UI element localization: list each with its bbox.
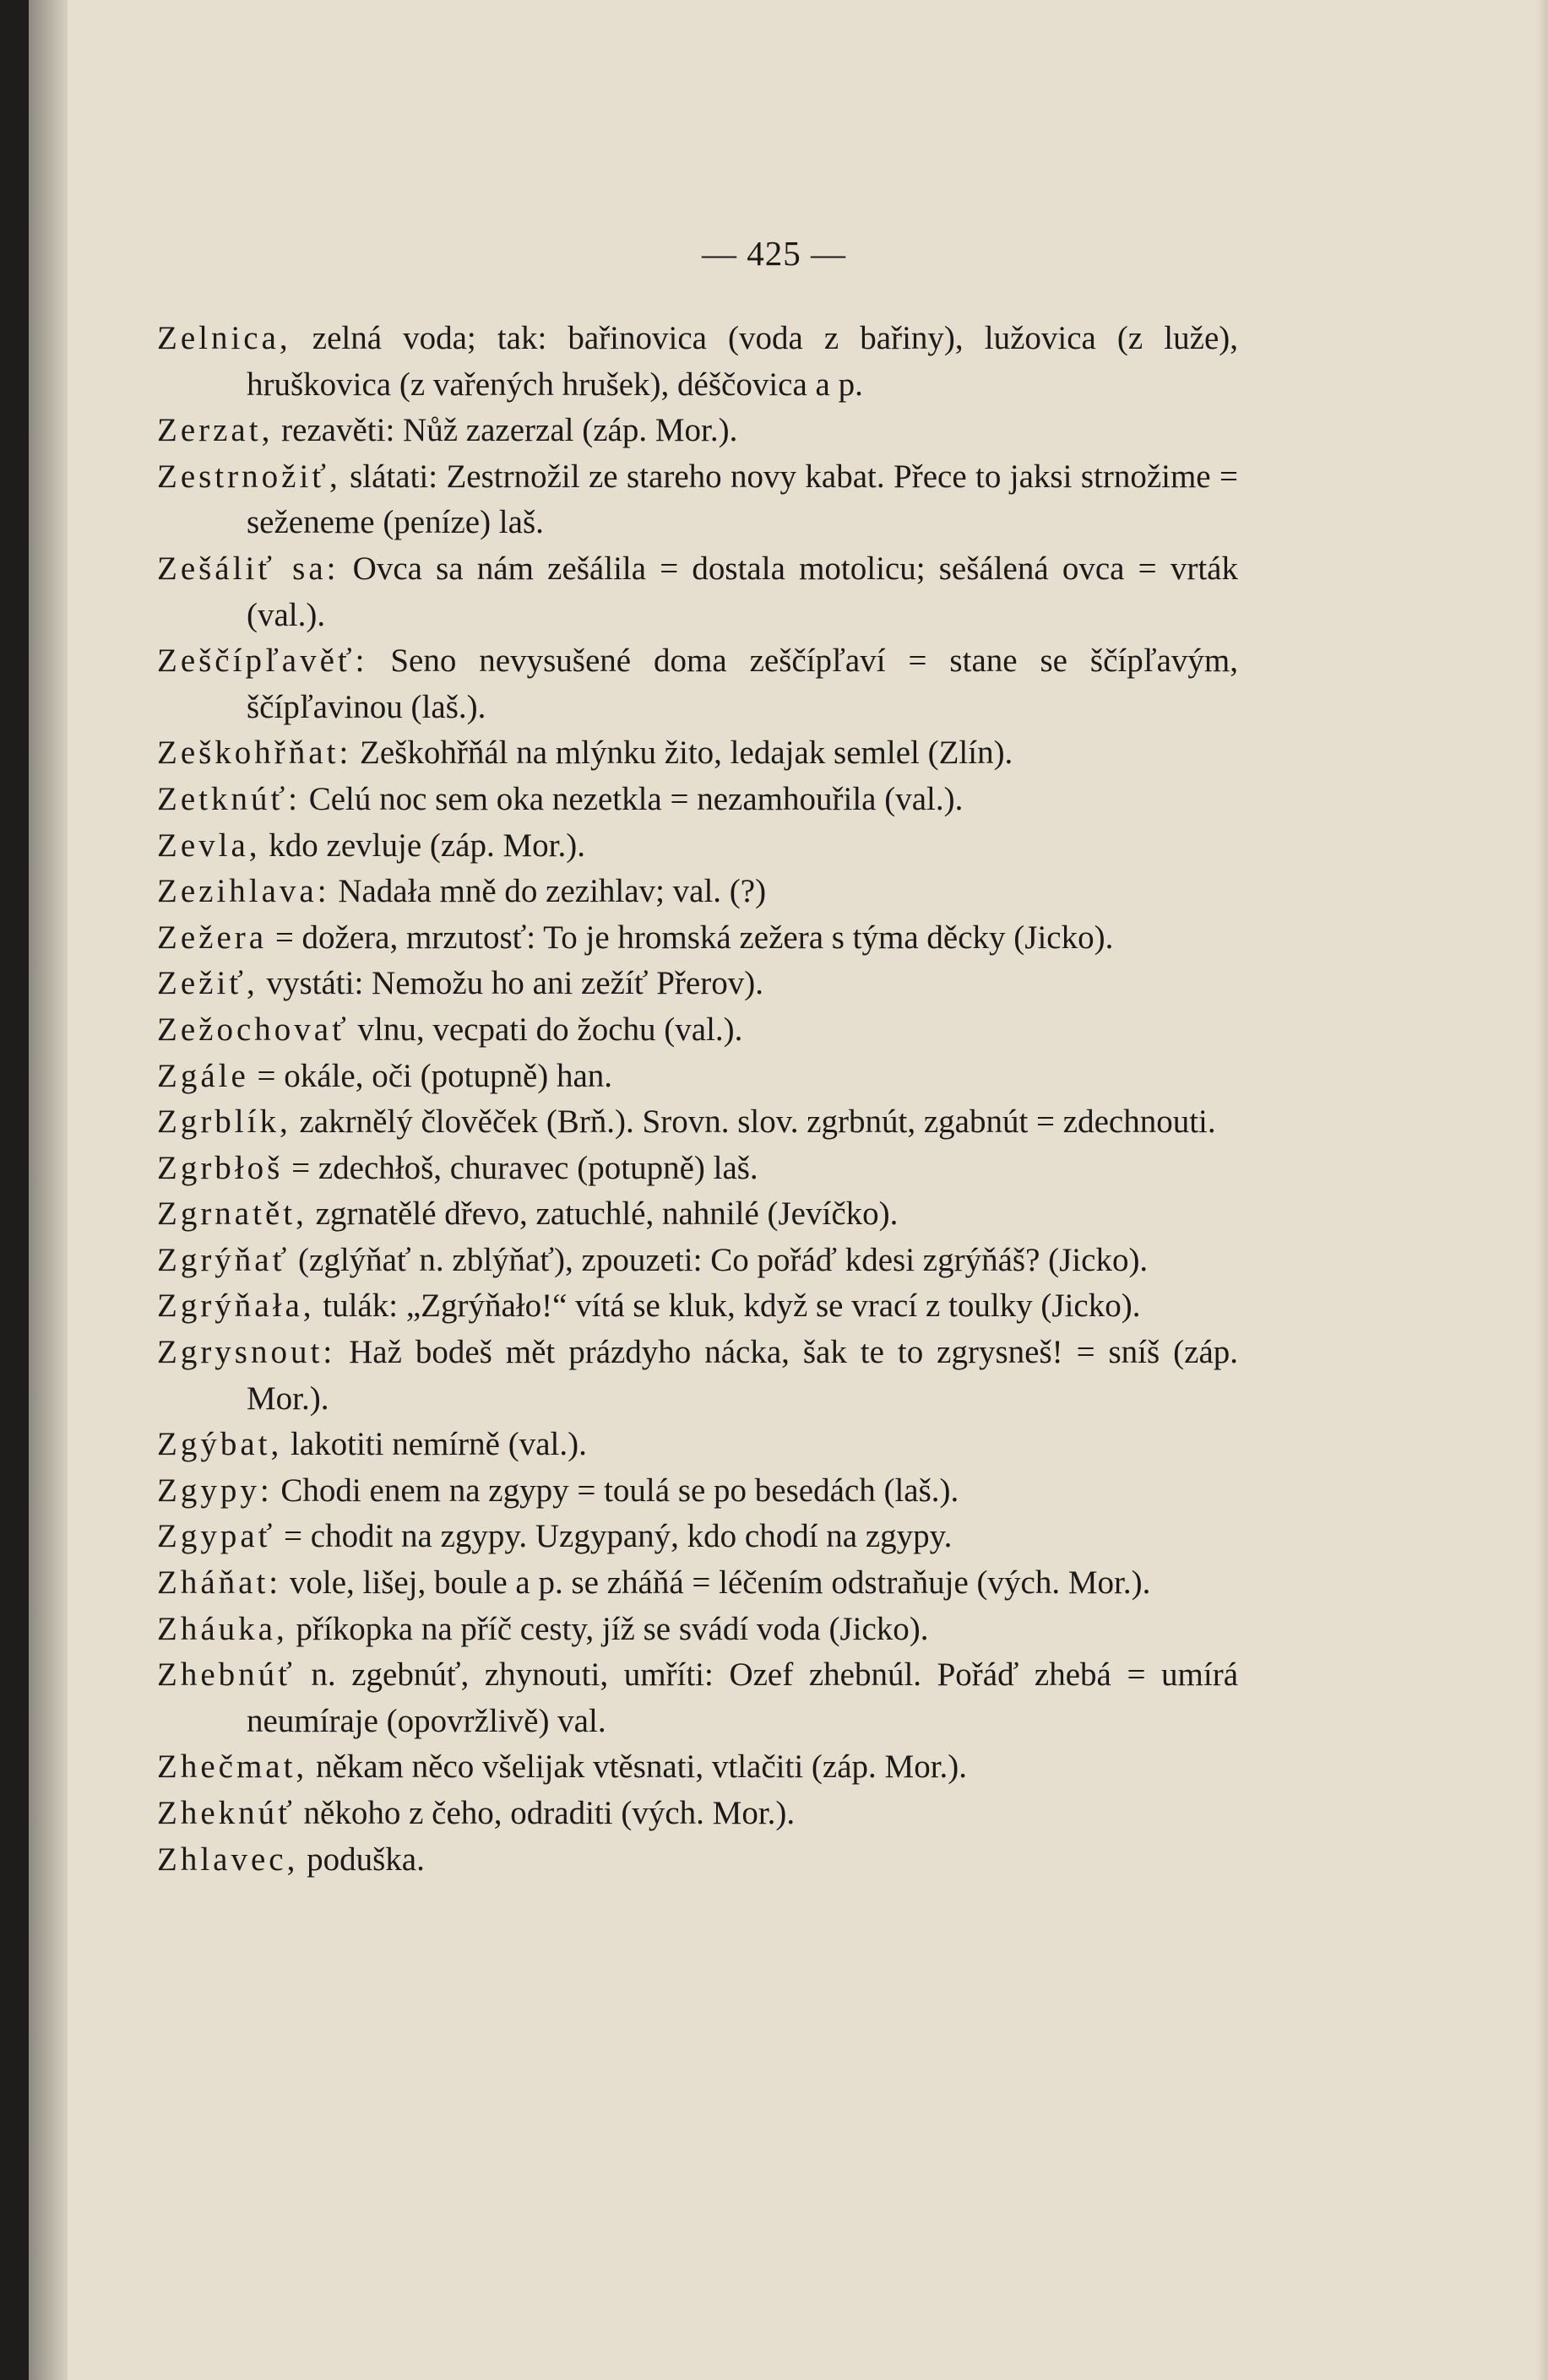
entry-headword: Zgrbłoš [157, 1149, 284, 1186]
entry-headword: Zelnica, [157, 320, 291, 356]
dictionary-entry [157, 1330, 1238, 1422]
entry-headword: Zgrýňała, [157, 1288, 315, 1325]
entry-headword: Zežiť, [157, 965, 258, 1002]
dictionary-entry [157, 454, 1238, 546]
binding-shadow [29, 0, 68, 2380]
dictionary-entry [157, 316, 1238, 408]
entry-definition: vystáti: Nemožu ho ani zežíť Přerov). [258, 965, 763, 1002]
entry-definition: Chodi enem na zgypy = toulá se po besedách (laš.). [272, 1472, 959, 1509]
entry-headword: Zgrblík, [157, 1103, 291, 1141]
dictionary-entry [157, 730, 1238, 777]
entry-headword: Zháňat: [157, 1564, 282, 1602]
entry-definition: = zdechłoš, churavec (potupně) laš. [283, 1149, 758, 1186]
entry-definition: kdo zevluje (záp. Mor.). [260, 827, 585, 864]
entry-headword: Zhlavec, [157, 1841, 299, 1878]
entry-headword: Zhečmat, [157, 1748, 308, 1786]
entry-headword: Zgrýňať [157, 1241, 291, 1278]
entry-headword: Zeškohřňat: [157, 735, 352, 772]
entry-definition: tulák: „Zgrýňało!“ vítá se kluk, když se vrací z toulky (Jicko). [314, 1288, 1141, 1325]
dictionary-entry [157, 1191, 1238, 1238]
entry-headword: Zheknúť [157, 1795, 296, 1831]
dictionary-entry [157, 408, 1238, 454]
entry-definition: Zeškohřňál na mlýnku žito, ledajak semlel (Zlín). [351, 735, 1013, 772]
entry-definition: = dožera, mrzutosť: To je hromská zežera s týma děcky (Jicko). [267, 919, 1114, 956]
dictionary-entry [157, 1099, 1238, 1146]
dictionary-entry [157, 1283, 1238, 1330]
book-binding-edge [0, 0, 29, 2380]
entry-definition: n. zgebnúť, zhynouti, umříti: Ozef zhebnúl. Pořáď zhebá = umírá neumíraje (opovržlivě) val. [247, 1656, 1238, 1739]
entry-headword: Zgrnatět, [157, 1195, 307, 1233]
entry-definition: zakrnělý člověček (Brň.). Srovn. slov. zgrbnút, zgabnút = zdechnouti. [291, 1103, 1216, 1141]
page-number: — 425 — [702, 234, 846, 273]
dictionary-entry [157, 1007, 1238, 1054]
dictionary-entries [157, 316, 1238, 1883]
dictionary-entry [157, 1514, 1238, 1560]
entry-headword: Zezihlava: [157, 873, 330, 910]
entry-definition: vlnu, vecpati do žochu (val.). [349, 1011, 743, 1048]
entry-headword: Zgypy: [157, 1472, 273, 1509]
dictionary-entry [157, 546, 1238, 638]
entry-headword: Zgrysnout: [157, 1334, 336, 1371]
dictionary-entry [157, 1560, 1238, 1607]
entry-definition: příkopka na příč cesty, jíž se svádí voda (Jicko). [287, 1610, 929, 1647]
dictionary-entry [157, 1422, 1238, 1468]
entry-headword: Zerzat, [157, 412, 274, 449]
entry-definition: někoho z čeho, odraditi (vých. Mor.). [295, 1795, 796, 1831]
entry-definition: = chodit na zgypy. Uzgypaný, kdo chodí na zgypy. [275, 1518, 953, 1555]
entry-definition: rezavěti: Nůž zazerzal (záp. Mor.). [273, 412, 738, 449]
dictionary-entry [157, 869, 1238, 915]
dictionary-entry [157, 1652, 1238, 1744]
dictionary-entry [157, 1238, 1238, 1284]
entry-definition: Celú noc sem oka nezetkla = nezamhouřila (val.). [300, 780, 964, 817]
entry-definition: někam něco všelijak vtěsnati, vtlačiti (záp. Mor.). [307, 1748, 968, 1786]
entry-definition: Nadała mně do zezihlav; val. (?) [329, 873, 767, 910]
entry-headword: Zetknúť: [157, 780, 301, 817]
dictionary-entry [157, 1146, 1238, 1192]
entry-definition: Seno nevysušené doma zeščípľaví = stane se ščípľavým, ščípľavinou (laš.). [247, 642, 1238, 725]
entry-headword: Zeščípľavěť: [157, 642, 368, 680]
dictionary-entry [157, 1468, 1238, 1515]
entry-definition: lakotiti nemírně (val.). [282, 1426, 587, 1463]
dictionary-entry [157, 823, 1238, 870]
entry-definition: zelná voda; tak: bařinovica (voda z bařiny), lužovica (z luže), hruškovica (z vařených hrušek), déščovica a p. [247, 320, 1238, 403]
dictionary-entry [157, 915, 1238, 962]
page-edge [1536, 0, 1548, 2380]
entry-definition: (zglýňať n. zblýňať), zpouzeti: Co pořáď kdesi zgrýňáš? (Jicko). [290, 1241, 1149, 1278]
dictionary-entry [157, 1607, 1238, 1653]
dictionary-entry [157, 1791, 1238, 1837]
entry-headword: Zgále [157, 1057, 249, 1094]
entry-definition: slátati: Zestrnožil ze stareho novy kabat. Přece to jaksi strnožime = seženeme (peníze) laš. [247, 458, 1238, 541]
entry-headword: Zgypať [157, 1518, 276, 1555]
entry-headword: Zhebnúť [157, 1656, 296, 1694]
dictionary-entry [157, 777, 1238, 823]
entry-headword: Zháuka, [157, 1610, 288, 1647]
entry-headword: Zežochovať [157, 1011, 350, 1048]
entry-headword: Zgýbat, [157, 1426, 283, 1463]
entry-definition: Ovca sa nám zešálila = dostala motolicu; sešálená ovca = vrták (val.). [247, 550, 1238, 633]
entry-definition: poduška. [298, 1841, 425, 1878]
entry-definition: Haž bodeš mět prázdyho nácka, šak te to zgrysneš! = sníš (záp. Mor.). [247, 1334, 1238, 1417]
dictionary-entry [157, 1054, 1238, 1100]
entry-headword: Zešáliť sa: [157, 550, 339, 587]
dictionary-entry [157, 961, 1238, 1007]
entry-definition: vole, lišej, boule a p. se zháňá = léčením odstraňuje (vých. Mor.). [281, 1564, 1151, 1602]
dictionary-entry [157, 1837, 1238, 1884]
dictionary-entry [157, 638, 1238, 730]
dictionary-entry [157, 1744, 1238, 1791]
entry-headword: Zestrnožiť, [157, 458, 341, 495]
entry-definition: zgrnatělé dřevo, zatuchlé, nahnilé (Jevíčko). [307, 1195, 899, 1233]
entry-headword: Zevla, [157, 827, 261, 864]
entry-definition: = okále, oči (potupně) han. [248, 1057, 613, 1094]
entry-headword: Zežera [157, 919, 268, 956]
